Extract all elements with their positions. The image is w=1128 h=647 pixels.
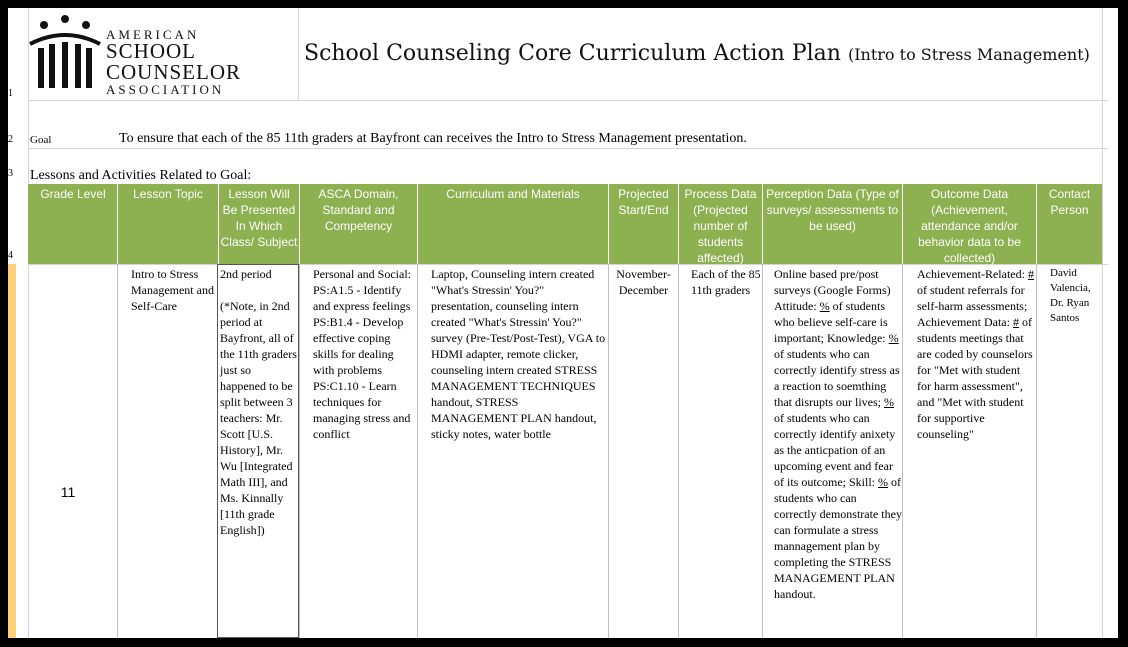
header-asca-domain[interactable]: ASCA Domain, Standard and Competency — [318, 187, 399, 233]
gridline — [299, 264, 300, 638]
outcome-text-3: of students meetings that are coded by counselors for "Met with student for harm assessment", and "Met with student for supportive counseling" — [917, 315, 1033, 441]
class-period: 2nd period — [220, 267, 272, 281]
gridline — [28, 148, 1108, 149]
class-note: (*Note, in 2nd period at Bayfront, all of the 11th graders just so happened to be split between 3 teachers: Mr. Scott [U.S. History], Mr. Wu [Integrated Math III], and Ms. Kinnally [11th grade English]) — [220, 299, 297, 537]
gridline — [762, 264, 763, 638]
outcome-text-2: of student referrals for self-harm assessments; Achievement Data: — [917, 283, 1028, 329]
goal-label[interactable]: Goal — [30, 134, 52, 146]
cell-outcome-data[interactable] — [917, 266, 1037, 442]
spreadsheet — [8, 8, 1118, 638]
outcome-text-1: Achievement-Related: — [917, 267, 1028, 281]
perception-text-4: of students who can correctly identify anixety as the anticpation of an upcoming event and fear of its outcome; Skill: — [774, 411, 896, 489]
cell-perception-data[interactable] — [774, 266, 902, 602]
header-outcome-data[interactable]: Outcome Data (Achievement, attendance and/or behavior data to be collected) — [918, 187, 1021, 265]
header-projected-start-end[interactable]: Projected Start/End — [618, 187, 669, 217]
gridline — [117, 184, 118, 264]
perception-text-2: of students who believe self-care is important; Knowledge: — [774, 299, 889, 345]
gridline — [678, 184, 679, 264]
header-perception-data[interactable]: Perception Data (Type of surveys/ assessments to be used) — [766, 187, 899, 233]
outcome-count-2: # — [1012, 315, 1019, 329]
asca-logo — [28, 14, 242, 97]
perception-text-5: of students who can correctly demonstrate they can formulate a stress mannagement plan by completing the STRESS MANAGEMENT PLAN handout. — [774, 475, 902, 601]
perception-pct-4: % — [878, 475, 888, 489]
title-main: School Counseling Core Curriculum Action Plan — [304, 41, 841, 66]
cell-contact-person[interactable]: David Valencia, Dr. Ryan Santos — [1050, 267, 1091, 324]
asca-logo-text — [106, 28, 241, 96]
cell-lesson-class[interactable] — [220, 266, 298, 538]
gridline — [417, 264, 418, 638]
gridline — [762, 184, 763, 264]
gridline — [1102, 8, 1103, 638]
cell-lesson-topic[interactable]: Intro to Stress Management and Self-Care — [131, 267, 214, 313]
gridline — [417, 184, 418, 264]
cell-asca-domain[interactable]: Personal and Social: PS:A1.5 - Identify and express feelings PS:B1.4 - Develop effective coping skills for dealing with problems PS:C1.10 - Learn techniques for managing stress and conflict — [313, 267, 411, 441]
header-grade-level[interactable]: Grade Level — [40, 187, 106, 201]
perception-text-1: Online based pre/post surveys (Google Forms) Attitude: — [774, 267, 891, 313]
logo-line-counselor: COUNSELOR — [106, 60, 242, 84]
header-process-data[interactable]: Process Data (Projected number of students affected) — [684, 187, 757, 265]
row-number-1[interactable]: 1 — [8, 88, 13, 99]
cell-curriculum-materials[interactable]: Laptop, Counseling intern created "What's Stressin' You?" presentation, counseling intern created "What's Stressin' You?" survey (Pre-Test/Post-Test), VGA to HDMI adapter, remote clicker, counseling intern created STRESS MANAGEMENT TECHNIQUES handout, STRESS MANAGEMENT PLAN handout, sticky notes, water bottle — [431, 267, 606, 441]
gridline — [218, 184, 219, 264]
perception-pct-1: % — [819, 299, 830, 313]
row-number-4[interactable]: 4 — [8, 250, 13, 261]
title-subtitle: (Intro to Stress Management) — [847, 45, 1090, 64]
page-title[interactable] — [304, 41, 1090, 66]
header-curriculum-materials[interactable]: Curriculum and Materials — [446, 187, 580, 201]
perception-text-3: of students who can correctly identify stress as a reaction to soemthing that disrupts our lives; — [774, 347, 900, 409]
gridline — [117, 264, 118, 638]
row-number-2[interactable]: 2 — [8, 134, 13, 145]
header-contact-person[interactable]: Contact Person — [1048, 187, 1091, 217]
cell-process-data[interactable]: Each of the 85 11th graders — [691, 267, 761, 297]
logo-line-school: SCHOOL — [106, 39, 197, 63]
cell-grade-level[interactable]: 11 — [60, 484, 76, 500]
gridline — [678, 264, 679, 638]
logo-line-american: AMERICAN — [106, 27, 200, 42]
gridline — [902, 264, 903, 638]
header-lesson-class[interactable]: Lesson Will Be Presented In Which Class/ Subject — [220, 187, 298, 249]
gridline — [608, 264, 609, 638]
row-number-3[interactable]: 3 — [8, 168, 13, 179]
perception-pct-3: % — [884, 395, 894, 409]
logo-line-association: ASSOCIATION — [106, 82, 225, 97]
row-5-selection-bar[interactable] — [8, 264, 16, 638]
perception-pct-2: % — [888, 331, 899, 345]
outcome-count-1: # — [1027, 267, 1034, 281]
gridline — [28, 100, 1108, 101]
gridline — [1036, 184, 1037, 264]
gridline — [902, 184, 903, 264]
asca-logo-mark-icon — [28, 14, 102, 92]
cell-projected-dates[interactable]: November-December — [616, 267, 671, 297]
gridline — [28, 8, 29, 638]
gridline — [299, 184, 300, 264]
header-lesson-topic[interactable]: Lesson Topic — [133, 187, 203, 201]
goal-text[interactable]: To ensure that each of the 85 11th graders at Bayfront can receives the Intro to Stress Management presentation. — [119, 131, 747, 146]
gridline — [608, 184, 609, 264]
gridline — [298, 8, 299, 100]
lessons-label[interactable]: Lessons and Activities Related to Goal: — [30, 168, 252, 183]
